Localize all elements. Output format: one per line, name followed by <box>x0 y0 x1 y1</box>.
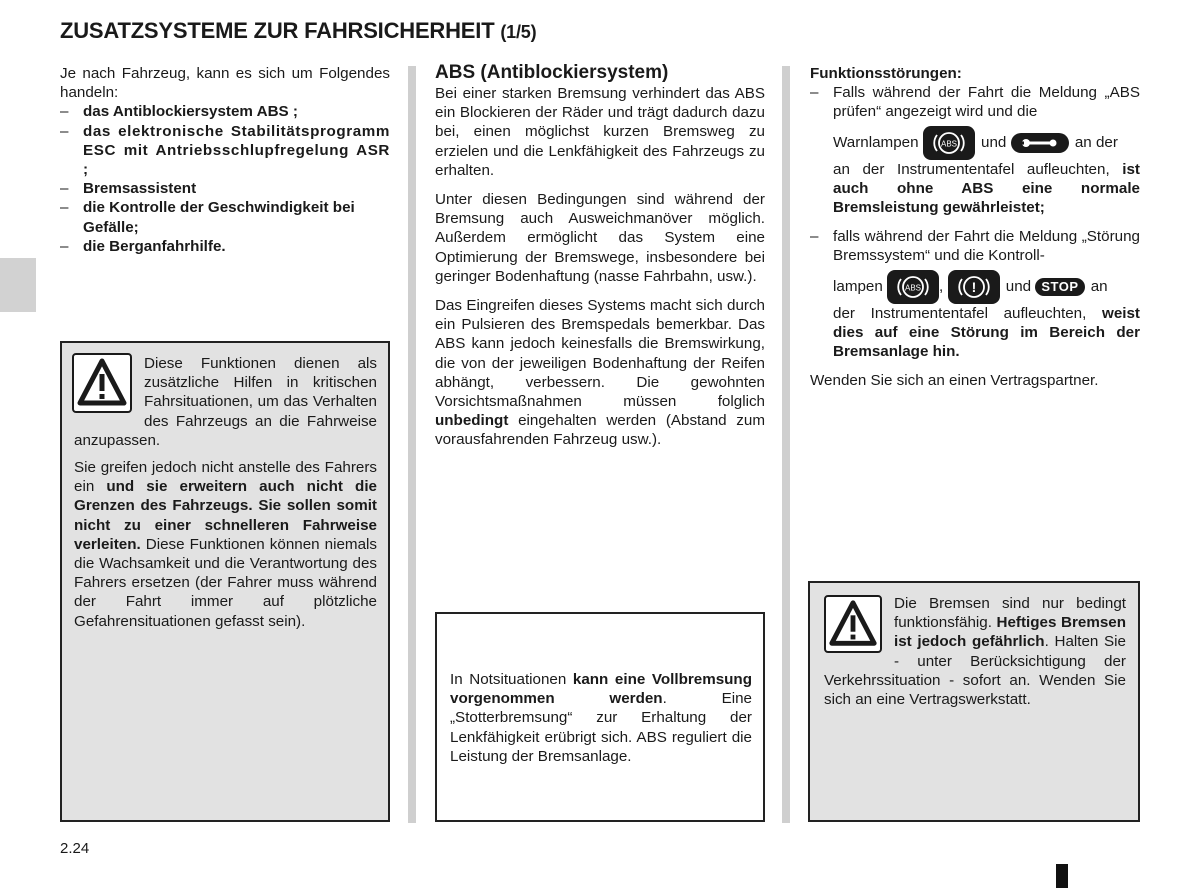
list-item: – das elektronische Stabilitätsprogramm ESC mit Antriebsschlupfregelung ASR ; <box>60 122 390 179</box>
malfunction-item-1: – Falls während der Fahrt die Meldung „ABS prüfen“ angezeigt wird und die Warnlampen ABS und an der an der Instrumententafel aufleuchten, ist auch ohne ABS eine normale Bremsleistung gewährleistet; <box>810 84 1140 217</box>
list-item: – die Kontrolle der Geschwindigkeit bei Gefälle; <box>60 199 355 236</box>
feature-list <box>60 102 390 256</box>
page-number: 2.24 <box>60 840 90 857</box>
warning-box-functions <box>60 341 390 822</box>
intro-column <box>60 64 390 256</box>
abs-heading: ABS (Antiblockiersystem) <box>435 62 669 83</box>
abs-column <box>435 62 765 460</box>
warning-text-2: Die Bremsen sind nur bedingt funktionsfähig. Heftiges Bremsen ist jedoch gefährlich. Halten Sie - unter Berücksichtigung der Verkehrssituation - sofort an. Wenden Sie sich an eine Vertragswerkstatt. <box>824 595 1127 709</box>
page-title <box>60 18 536 44</box>
brake-exclamation-lamp-icon <box>948 270 1000 304</box>
malfunction-item-2: – falls während der Fahrt die Meldung „Störung Bremssystem“ und die Kontroll- lampen ABS , ! und STOP an der Instrumententafel aufleuchten, weist dies auf eine Störung im Bereich der Bremsanlage hin. <box>810 228 1140 361</box>
emergency-note-text: In Notsituationen kann eine Vollbremsung vorgenommen werden. Eine „Stotterbremsung“ zur Erhaltung der Lenkfähigkeit erübrigt sich. ABS reguliert die Leistung der Bremsanlage. <box>450 671 752 765</box>
svg-text:!: ! <box>971 278 976 295</box>
abs-paragraph-3: Das Eingreifen dieses Systems macht sich durch ein Pulsieren des Bremspedals bemerkbar. Das ABS kann jedoch keinesfalls die Bremswirkung, die von der jeweiligen Bodenhaftung der Reifen abhängt, verbessern. Die gewohnten Vorsichtsmaßnahmen müssen folglich unbedingt eingehalten werden (Abstand zum vorausfahrenden Fahrzeug usw.). <box>435 297 765 449</box>
warning-text-1: Diese Funktionen dienen als zusätzliche Hilfen in kritischen Fahrsituationen, um das Verhalten des Fahrzeugs an die Fahrweise anzupassen. Sie greifen jedoch nicht anstelle des Fahrers ein und sie erweitern auch nicht die Grenzen des Fahrzeugs. Sie sollen somit nicht zu einer schnelleren Fahrweise verleiten. Diese Funktionen können niemals die Wachsamkeit und die Verantwortung des Fahrers ersetzen (der Fahrer muss während der Fahrt immer auf plötzliche Gefahrensituationen gefasst sein). <box>74 355 377 630</box>
abs-warning-lamp-icon <box>923 126 975 160</box>
chapter-tab <box>0 258 36 312</box>
malfunction-heading: Funktionsstörungen: <box>810 65 962 82</box>
svg-text:ABS: ABS <box>940 139 957 149</box>
list-item: – das Antiblockiersystem ABS ; <box>60 103 298 121</box>
abs-brake-lamp-icon <box>887 270 939 304</box>
column-divider-2 <box>782 66 790 823</box>
stop-lamp-icon: STOP <box>1035 278 1084 296</box>
list-item: – die Berganfahrhilfe. <box>60 237 226 255</box>
intro-text: Je nach Fahrzeug, kann es sich um Folgendes handeln: <box>60 65 390 102</box>
abs-paragraph-2: Unter diesen Bedingungen sind während der Bremsung auch Ausweichmanöver möglich. Außerdem ermöglicht das System eine Optimierung der Bremswege, insbesondere bei geringer Bodenhaftung (nasse Fahrbahn, usw.). <box>435 191 765 285</box>
title-part: (1/5) <box>500 22 537 42</box>
abs-paragraph-1: Bei einer starken Bremsung verhindert das ABS ein Blockieren der Räder und trägt dadurch dazu bei, einen möglichst kurzen Bremsweg zu erzielen und die Lenkfähigkeit des Fahrzeugs zu erhalten. <box>435 85 765 179</box>
column-divider-1 <box>408 66 416 823</box>
svg-text:ABS: ABS <box>905 283 922 293</box>
page-edge-marker <box>1056 864 1068 888</box>
contact-text: Wenden Sie sich an einen Vertragspartner. <box>810 372 1099 390</box>
malfunction-column <box>810 64 1140 400</box>
spanner-icon <box>1011 133 1069 153</box>
title-text: ZUSATZSYSTEME ZUR FAHRSICHERHEIT <box>60 18 495 43</box>
emergency-note-box <box>435 612 765 822</box>
list-item: – Bremsassistent <box>60 180 197 198</box>
warning-box-brakes <box>808 581 1140 822</box>
